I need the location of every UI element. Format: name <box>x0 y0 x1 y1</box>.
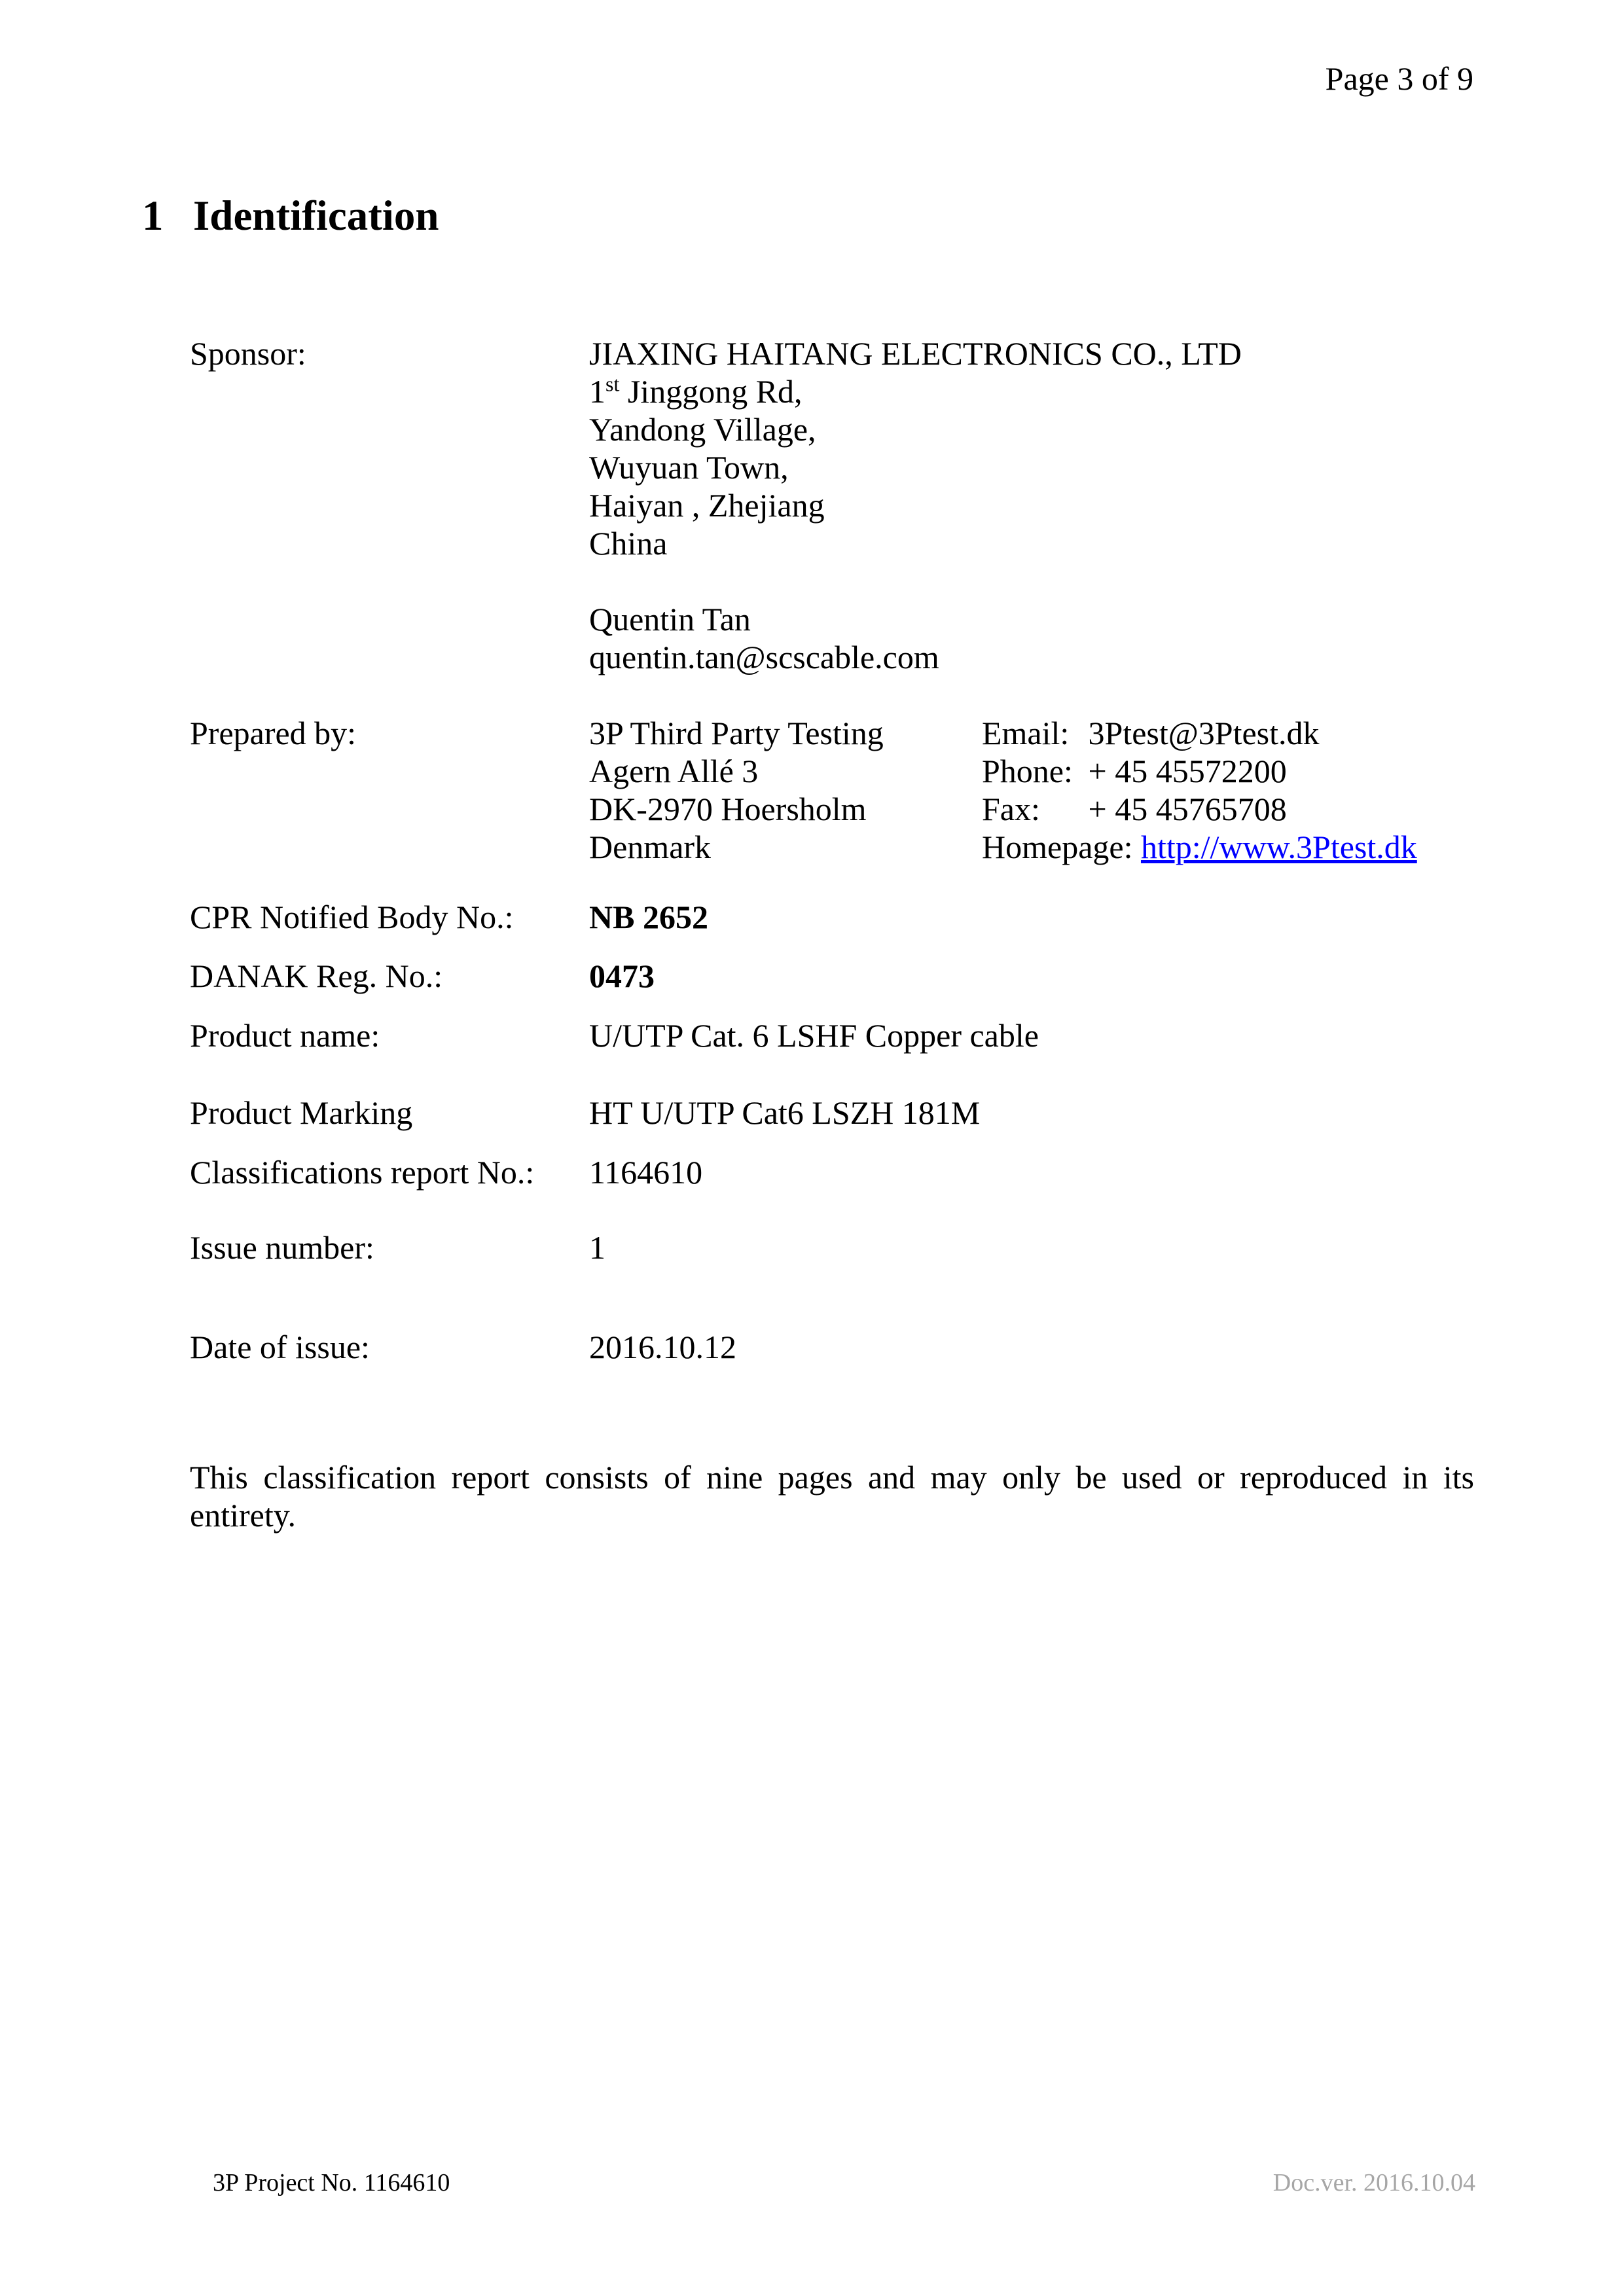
prepared-address-line-1: Agern Allé 3 <box>589 753 759 789</box>
sponsor-address-line-4: Haiyan , Zhejiang <box>589 487 825 524</box>
fax-value: + 45 45765708 <box>1088 791 1287 827</box>
product-marking-label: Product Marking <box>190 1094 413 1131</box>
prepared-address-line-2: DK-2970 Hoersholm <box>589 791 867 827</box>
section-heading <box>142 192 439 241</box>
sponsor-address-line-5: China <box>589 525 668 562</box>
field-row-danak <box>190 957 655 995</box>
product-marking-value: HT U/UTP Cat6 LSZH 181M <box>589 1094 981 1131</box>
danak-label: DANAK Reg. No.: <box>190 958 443 994</box>
prepared-by-row <box>190 714 884 866</box>
footer-doc-version: Doc.ver. 2016.10.04 <box>1272 2169 1475 2197</box>
homepage-label: Homepage: <box>982 829 1133 865</box>
section-title: Identification <box>193 192 439 240</box>
product-name-label: Product name: <box>190 1017 380 1054</box>
section-number: 1 <box>142 192 164 240</box>
sponsor-company: JIAXING HAITANG ELECTRONICS CO., LTD <box>589 335 1242 372</box>
date-of-issue-label: Date of issue: <box>190 1329 370 1365</box>
ordinal-suffix: st <box>605 372 620 396</box>
prepared-company: 3P Third Party Testing <box>589 715 884 751</box>
address-street: Jinggong Rd, <box>619 373 803 410</box>
sponsor-contact-name: Quentin Tan <box>589 601 751 637</box>
footer-project-number: 3P Project No. 1164610 <box>213 2169 450 2197</box>
product-name-value: U/UTP Cat. 6 LSHF Copper cable <box>589 1017 1039 1054</box>
sponsor-label: Sponsor: <box>190 335 306 372</box>
sponsor-row <box>190 334 1242 562</box>
cpr-label: CPR Notified Body No.: <box>190 899 514 935</box>
phone-value: + 45 45572200 <box>1088 753 1287 789</box>
sponsor-address-block <box>589 334 1242 562</box>
field-row-report-no <box>190 1153 702 1191</box>
danak-value: 0473 <box>589 958 655 994</box>
fax-label: Fax: <box>982 791 1040 827</box>
cpr-value: NB 2652 <box>589 899 708 935</box>
prepared-by-label: Prepared by: <box>190 715 357 751</box>
contact-email-line <box>982 714 1417 752</box>
entirety-note: This classification report consists of nine pages and may only be used or reproduced in its entirety. <box>190 1459 1474 1534</box>
contact-fax-line <box>982 790 1417 828</box>
phone-label: Phone: <box>982 753 1073 789</box>
field-row-issue-number <box>190 1229 605 1266</box>
field-row-product-name <box>190 1016 1039 1054</box>
issue-number-value: 1 <box>589 1229 605 1266</box>
sponsor-address-line-2: Yandong Village, <box>589 411 816 448</box>
prepared-address-line-3: Denmark <box>589 829 712 865</box>
sponsor-contact-block <box>589 600 939 676</box>
sponsor-contact-email: quentin.tan@scscable.com <box>589 639 939 675</box>
field-row-cpr <box>190 898 708 936</box>
sponsor-address-line-1 <box>589 372 1242 410</box>
homepage-link[interactable]: http://www.3Ptest.dk <box>1140 829 1417 865</box>
date-of-issue-value: 2016.10.12 <box>589 1329 736 1365</box>
page-number: Page 3 of 9 <box>1325 60 1473 97</box>
report-no-label: Classifications report No.: <box>190 1154 535 1191</box>
contact-homepage-line <box>982 828 1417 866</box>
report-no-value: 1164610 <box>589 1154 703 1191</box>
issue-number-label: Issue number: <box>190 1229 374 1266</box>
email-value: 3Ptest@3Ptest.dk <box>1088 715 1320 751</box>
address-number: 1 <box>589 373 605 410</box>
contact-phone-line <box>982 752 1417 790</box>
field-row-date-of-issue <box>190 1328 736 1366</box>
field-row-product-marking <box>190 1094 980 1132</box>
prepared-by-address-block <box>589 714 884 866</box>
email-label: Email: <box>982 715 1070 751</box>
prepared-contact-block <box>982 714 1417 866</box>
sponsor-address-line-3: Wuyuan Town, <box>589 449 789 486</box>
